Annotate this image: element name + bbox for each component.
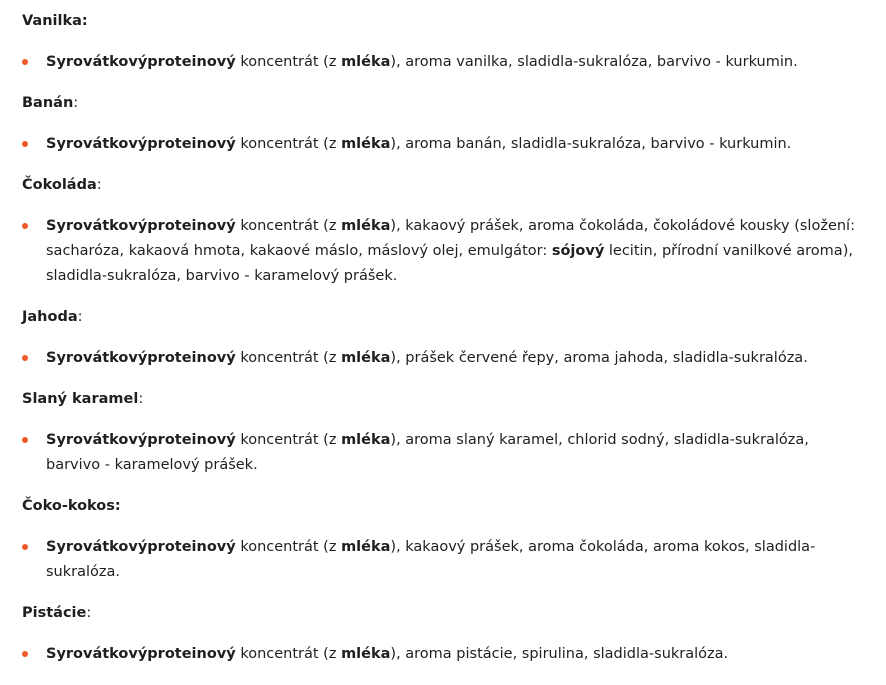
flavor-name: Čokoláda xyxy=(22,177,97,193)
ingredient-text: ), kakaový prášek, aroma čokoláda, čokoládové kousky (složení: sacharóza, kakaová hmota, kakaové máslo, máslový olej, emulgátor: xyxy=(46,218,855,259)
list-item xyxy=(22,132,864,157)
ingredient-text: ), kakaový prášek, aroma čokoláda, aroma kokos, sladidla-sukralóza. xyxy=(46,539,816,580)
ingredient-highlight: Syrovátkovýproteinový xyxy=(46,218,236,234)
ingredient-text: koncentrát (z xyxy=(235,432,342,448)
ingredient-text: koncentrát (z xyxy=(235,646,342,662)
ingredient-text: koncentrát (z xyxy=(235,350,342,366)
flavor-name: Čoko-kokos xyxy=(22,498,115,514)
flavor-section xyxy=(22,9,864,75)
list-item xyxy=(22,214,864,289)
ingredient-text: koncentrát (z xyxy=(235,218,342,234)
bullet-dot-icon xyxy=(22,223,28,229)
ingredient-highlight: mléka xyxy=(341,646,391,662)
ingredient-highlight: Syrovátkovýproteinový xyxy=(46,54,236,70)
flavor-name: Vanilka xyxy=(22,13,82,29)
ingredient-highlight: Syrovátkovýproteinový xyxy=(46,432,236,448)
ingredient-text: ), aroma vanilka, sladidla-sukralóza, barvivo - kurkumin. xyxy=(390,54,798,70)
ingredient-highlight: Syrovátkovýproteinový xyxy=(46,136,236,152)
flavor-title-colon: : xyxy=(138,391,144,407)
flavor-name: Slaný karamel xyxy=(22,391,139,407)
flavor-title xyxy=(22,9,864,34)
ingredient-text: ), aroma pistácie, spirulina, sladidla-sukralóza. xyxy=(390,646,729,662)
flavor-name: Banán xyxy=(22,95,74,111)
ingredient-text: ), aroma banán, sladidla-sukralóza, barvivo - kurkumin. xyxy=(390,136,792,152)
flavor-name: Jahoda xyxy=(22,309,78,325)
list-item xyxy=(22,50,864,75)
flavor-title xyxy=(22,305,864,330)
ingredient-list xyxy=(22,50,864,75)
bullet-dot-icon xyxy=(22,544,28,550)
list-item xyxy=(22,642,864,667)
flavor-title-colon: : xyxy=(96,177,102,193)
ingredient-highlight: mléka xyxy=(341,136,391,152)
bullet-dot-icon xyxy=(22,141,28,147)
bullet-dot-icon xyxy=(22,437,28,443)
list-item xyxy=(22,535,864,585)
flavor-title-colon: : xyxy=(77,309,83,325)
bullet-dot-icon xyxy=(22,59,28,65)
ingredient-text: ), prášek červené řepy, aroma jahoda, sladidla-sukralóza. xyxy=(390,350,808,366)
ingredient-list xyxy=(22,346,864,371)
ingredient-highlight: mléka xyxy=(341,432,391,448)
flavor-title-colon: : xyxy=(114,498,121,514)
ingredient-text: koncentrát (z xyxy=(235,136,342,152)
flavor-section xyxy=(22,601,864,667)
ingredient-text: lecitin, přírodní vanilkové aroma), sladidla-sukralóza, barvivo - karamelový prášek. xyxy=(46,243,853,284)
flavor-section xyxy=(22,173,864,289)
ingredient-text: koncentrát (z xyxy=(235,539,342,555)
list-item xyxy=(22,428,864,478)
flavor-section xyxy=(22,494,864,585)
ingredient-highlight: Syrovátkovýproteinový xyxy=(46,646,236,662)
ingredient-highlight: mléka xyxy=(341,218,391,234)
flavor-section xyxy=(22,387,864,478)
ingredient-list xyxy=(22,132,864,157)
ingredient-list xyxy=(22,214,864,289)
flavor-title xyxy=(22,494,864,519)
flavor-title-colon: : xyxy=(81,13,88,29)
flavor-section xyxy=(22,305,864,371)
ingredient-list xyxy=(22,428,864,478)
flavor-title xyxy=(22,601,864,626)
ingredient-text: koncentrát (z xyxy=(235,54,342,70)
bullet-dot-icon xyxy=(22,651,28,657)
ingredient-list xyxy=(22,642,864,667)
ingredient-list xyxy=(22,535,864,585)
ingredient-highlight: Syrovátkovýproteinový xyxy=(46,350,236,366)
flavor-title xyxy=(22,173,864,198)
flavor-title-colon: : xyxy=(86,605,92,621)
ingredient-highlight: mléka xyxy=(341,54,391,70)
flavor-section xyxy=(22,91,864,157)
ingredient-highlight: mléka xyxy=(341,350,391,366)
ingredient-highlight: mléka xyxy=(341,539,391,555)
ingredient-highlight: Syrovátkovýproteinový xyxy=(46,539,236,555)
ingredient-text: ), aroma slaný karamel, chlorid sodný, sladidla-sukralóza, barvivo - karamelový prášek. xyxy=(46,432,809,473)
flavor-title-colon: : xyxy=(73,95,79,111)
ingredient-highlight: sójový xyxy=(551,243,605,259)
flavor-name: Pistácie xyxy=(22,605,87,621)
flavor-title xyxy=(22,387,864,412)
bullet-dot-icon xyxy=(22,355,28,361)
list-item xyxy=(22,346,864,371)
flavor-title xyxy=(22,91,864,116)
